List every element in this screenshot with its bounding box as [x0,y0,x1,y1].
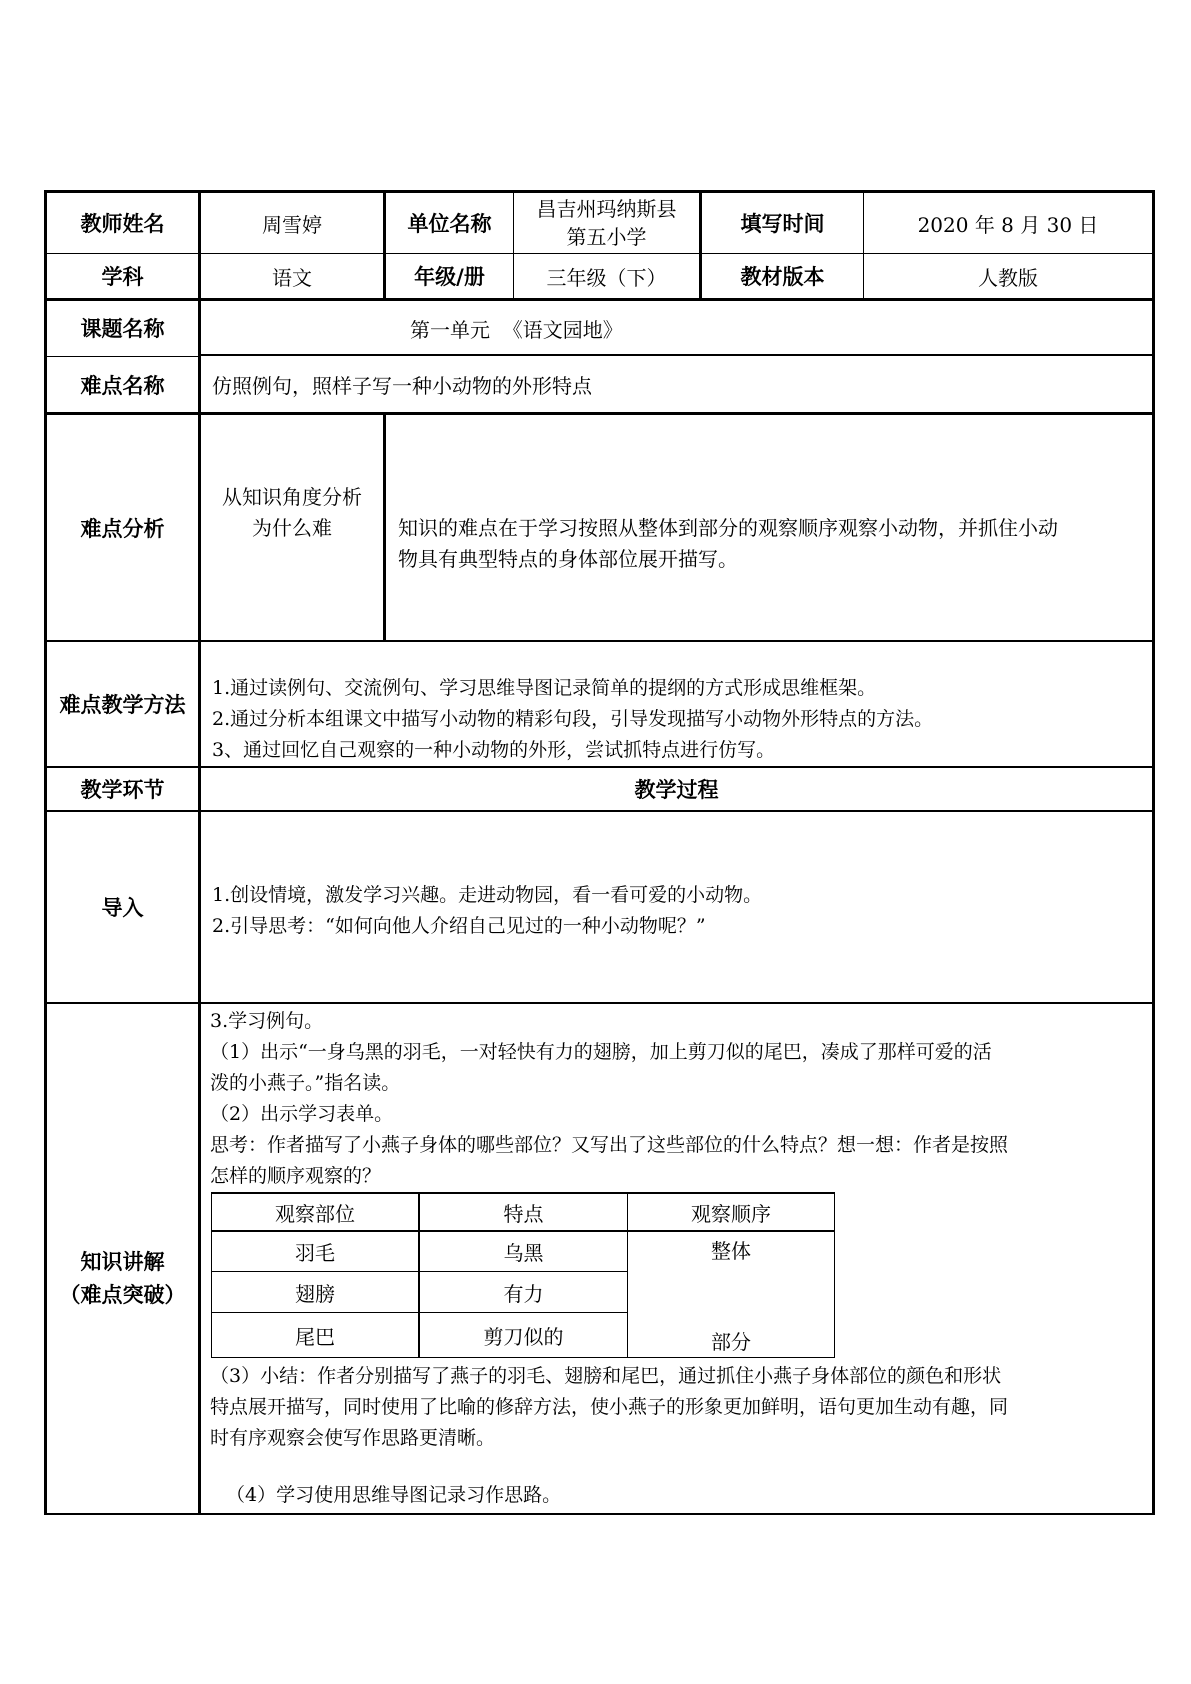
unit-name-line-2: 第五小学 [566,225,647,249]
analysis-label: 难点分析 [80,516,165,541]
topic-value: 第一单元 《语文园地》 [410,317,623,342]
knowledge-last-line: （4）学习使用思维导图记录习作思路。 [226,1484,562,1506]
analysis-sub-label-line-1: 从知识角度分析 [222,484,362,509]
analysis-sub-label [201,415,383,640]
method-line-1: 1.通过读例句、交流例句、学习思维导图记录简单的提纲的方式形成思维框架。 [212,677,877,699]
table-row-1-part: 羽毛 [295,1241,335,1265]
table-row-2-part: 翅膀 [295,1281,335,1306]
grade-label: 年级/册 [414,265,485,289]
unit-name-line-1: 昌吉州玛纳斯县 [536,197,677,221]
teacher-name-value: 周雪婷 [262,212,322,237]
intro-label: 导入 [101,896,144,920]
knowledge-line-1: 3.学习例句。 [210,1010,324,1032]
method-line-3: 3、通过回忆自己观察的一种小动物的外形，尝试抓特点进行仿写。 [212,739,776,761]
topic-label: 课题名称 [80,317,165,341]
table-header-part: 观察部位 [275,1201,355,1226]
edition-value: 人教版 [978,265,1038,290]
knowledge-text-before [210,1006,1145,1192]
intro-line-2: 2.引导思考：“如何向他人介绍自己见过的一种小动物呢？” [212,915,706,937]
method-line-2: 2.通过分析本组课文中描写小动物的精彩句段，引导发现描写小动物外形特点的方法。 [212,708,934,730]
subject-value: 语文 [272,265,312,290]
unit-name-value [514,193,699,253]
table-row-3-part: 尾巴 [295,1324,335,1349]
table-row-1-feature: 乌黑 [503,1241,544,1265]
table-order-bottom: 部分 [711,1329,751,1354]
intro-line-1: 1.创设情境，激发学习兴趣。走进动物园，看一看可爱的小动物。 [212,884,763,906]
knowledge-summary-line-1: （3）小结：作者分别描写了燕子的羽毛、翅膀和尾巴，通过抓住小燕子身体部位的颜色和形状 [210,1365,1002,1387]
grade-value: 三年级（下） [546,265,667,290]
knowledge-label-line-2: （难点突破） [59,1282,186,1307]
method-text [212,673,1142,766]
subject-label: 学科 [101,265,144,289]
teaching-stage-header: 教学环节 [80,778,165,802]
knowledge-line-2: （1）出示“一身乌黑的羽毛，一对轻快有力的翅膀，加上剪刀似的尾巴，凑成了那样可爱的活 [210,1041,992,1063]
knowledge-summary-line-2: 特点展开描写，同时使用了比喻的修辞方法，使小燕子的形象更加鲜明，语句更加生动有趣，同 [210,1396,1009,1418]
knowledge-summary-line-3: 时有序观察会使写作思路更清晰。 [210,1427,496,1449]
table-row-3-feature: 剪刀似的 [483,1324,564,1349]
knowledge-label-line-1: 知识讲解 [80,1249,165,1274]
knowledge-text-after [210,1361,1145,1454]
table-order-top: 整体 [711,1238,751,1263]
teacher-name-label: 教师姓名 [80,212,165,236]
table-header-feature: 特点 [503,1201,544,1226]
analysis-text-line-2: 物具有典型特点的身体部位展开描写。 [398,547,738,571]
fill-date-value: 2020 年 8 月 30 日 [917,212,1099,237]
knowledge-label [47,1004,198,1513]
difficulty-label: 难点名称 [80,373,165,398]
knowledge-line-6: 怎样的顺序观察的？ [210,1165,382,1187]
table-header-order: 观察顺序 [691,1201,771,1226]
fill-date-label: 填写时间 [740,212,825,236]
analysis-sub-label-line-2: 为什么难 [252,515,332,540]
intro-text [212,880,1142,942]
unit-name-label: 单位名称 [407,212,492,236]
knowledge-line-5: 思考：作者描写了小燕子身体的哪些部位？又写出了这些部位的什么特点？想一想：作者是按照 [210,1134,1009,1156]
knowledge-line-3: 泼的小燕子。”指名读。 [210,1072,401,1094]
teaching-process-header: 教学过程 [634,778,719,802]
difficulty-value: 仿照例句，照样子写一种小动物的外形特点 [212,374,592,398]
analysis-text-line-1: 知识的难点在于学习按照从整体到部分的观察顺序观察小动物，并抓住小动 [398,516,1058,540]
knowledge-line-4: （2）出示学习表单。 [210,1103,394,1125]
method-label: 难点教学方法 [59,693,186,717]
edition-label: 教材版本 [740,265,825,289]
table-row-2-feature: 有力 [503,1281,544,1306]
analysis-text [398,513,1148,575]
